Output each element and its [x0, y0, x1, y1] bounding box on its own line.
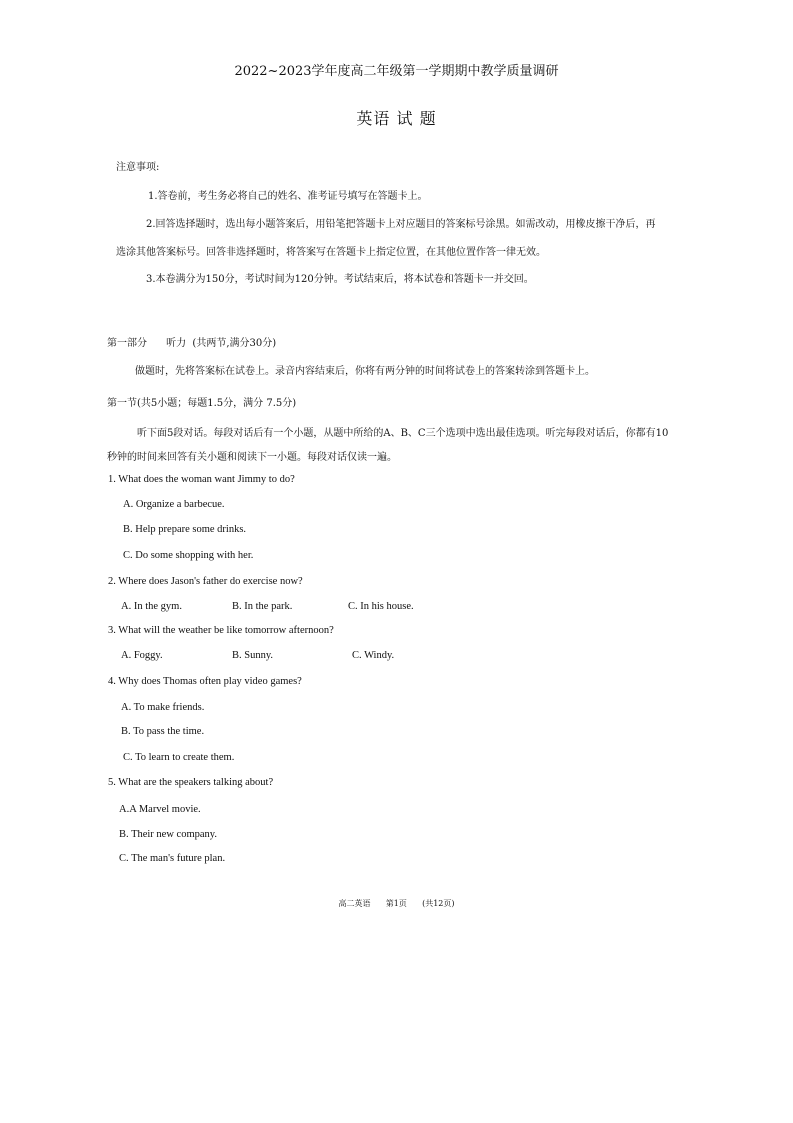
question-option: A. Foggy. — [121, 650, 163, 661]
notes-heading: 注意事项: — [116, 162, 160, 173]
question-option: B. In the park. — [232, 601, 293, 612]
section-instruction: 听下面5段对话。每段对话后有一个小题，从题中所给的A、B、C三个选项中选出最佳选项。听完每段对话后，你都有10 — [137, 428, 669, 439]
exam-title: 2022~2023学年度高二年级第一学期期中教学质量调研 — [234, 64, 559, 79]
section-instruction: 秒钟的时间来回答有关小题和阅读下一小题。每段对话仅读一遍。 — [107, 452, 397, 463]
question-option: A. Organize a barbecue. — [123, 499, 225, 510]
question-option: C. To learn to create them. — [123, 752, 235, 763]
question-option: C. Do some shopping with her. — [123, 550, 254, 561]
question-option: B. Help prepare some drinks. — [123, 524, 247, 535]
note-item: 1.答卷前，考生务必将自己的姓名、准考证号填写在答题卡上。 — [148, 191, 428, 202]
question-option: B. To pass the time. — [121, 726, 205, 737]
question-option: C. Windy. — [352, 650, 395, 661]
note-item: 2.回答选择题时，选出每小题答案后，用铅笔把答题卡上对应题目的答案标号涂黑。如需改动，用橡皮擦干净后，再 — [146, 219, 656, 230]
note-item: 3.本卷满分为150分，考试时间为120分钟。考试结束后，将本试卷和答题卡一并交回。 — [146, 274, 534, 285]
question-stem: 3. What will the weather be like tomorrow afternoon? — [108, 625, 334, 636]
page-footer: 高二英语 第1页 (共12页) — [338, 899, 455, 908]
question-option: B. Sunny. — [232, 650, 274, 661]
part-heading: 第一部分 听力 (共两节,满分30分) — [107, 338, 277, 349]
question-stem: 2. Where does Jason's father do exercise now? — [108, 576, 303, 587]
question-option: A.A Marvel movie. — [119, 804, 201, 815]
question-option: C. The man's future plan. — [119, 853, 226, 864]
note-item: 选涂其他答案标号。回答非选择题时，将答案写在答题卡上指定位置，在其他位置作答一律无效。 — [116, 247, 546, 258]
question-option: B. Their new company. — [119, 829, 217, 840]
section-heading: 第一节(共5小题；每题1.5分，满分 7.5分) — [107, 398, 297, 409]
question-option: C. In his house. — [348, 601, 414, 612]
question-stem: 5. What are the speakers talking about? — [108, 777, 274, 788]
question-option: A. To make friends. — [121, 702, 205, 713]
question-stem: 1. What does the woman want Jimmy to do? — [108, 474, 295, 485]
question-option: A. In the gym. — [121, 601, 182, 612]
exam-subject: 英语 试 题 — [356, 109, 437, 128]
part-instruction: 做题时，先将答案标在试卷上。录音内容结束后，你将有两分钟的时间将试卷上的答案转涂到答题卡上。 — [135, 366, 595, 377]
question-stem: 4. Why does Thomas often play video games? — [108, 676, 302, 687]
